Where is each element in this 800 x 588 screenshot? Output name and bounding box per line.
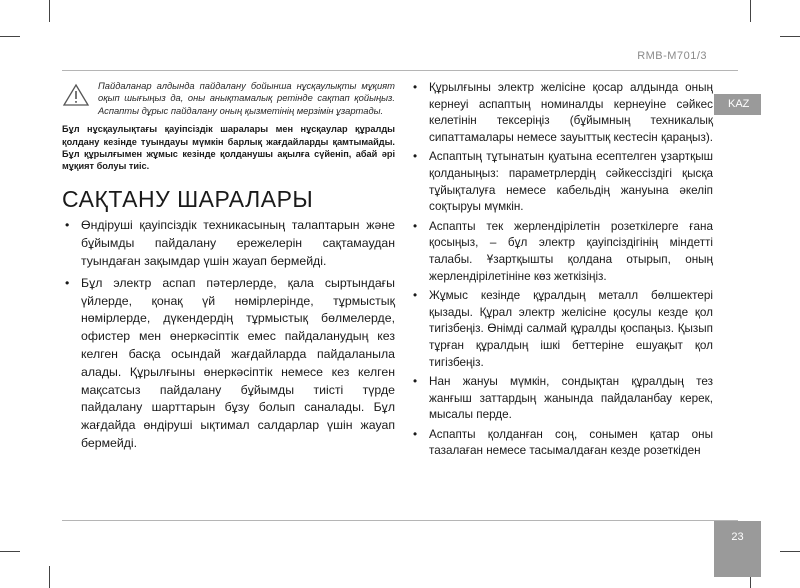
list-item: • Құрылғыны электр желісіне қосар алдында оның кернеуі аспаптың номиналды кернеуіне сәйкес келетінін тексеріңіз (бұйымның техникалық сипаттамалары немесе зауыттық кестесін қараңыз). xyxy=(410,80,713,146)
list-item: • Жұмыс кезінде құралдың металл бөлшектері қызады. Құрал электр желісіне қосулы кезде қол тигізбеңіз. Өнімді салмай құралды қоспаңыз. Қызып тұрған құралдың ішкі беттеріне ешуақыт қол тигізбеңіз. xyxy=(410,288,713,371)
left-column xyxy=(62,80,395,457)
warning-triangle-icon xyxy=(62,80,92,117)
right-column xyxy=(410,80,713,463)
model-number: RMB-M701/3 xyxy=(637,50,707,62)
crop-mark xyxy=(49,0,50,22)
list-item: • Өндіруші қауіпсіздік техникасының талаптарын және бұйымды пайдалану ережелерін сақтамаудан туындаған зақымдар үшін жауап бермейді. xyxy=(62,217,395,270)
warning-text: Пайдаланар алдында пайдалану бойынша нұсқаулықты мұқият оқып шығыңыз да, оны анықтамалық ретінде сақтап қойыңыз. Аспапты дұрыс пайдалану оның қызметінің мерзімін ұзартады. xyxy=(98,80,395,116)
header-divider xyxy=(62,70,738,71)
list-item: • Аспапты қолданған соң, сонымен қатар оны тазалаған немесе тасымалдаған кезде розеткіден xyxy=(410,427,713,460)
list-item: • Бұл электр аспап пәтерлерде, қала сыртындағы үйлерде, қонақ үй нөмірлерінде, тұрмыстық нөмірлерде, дүкендердің тұрмыстық бөлмелерде, офистер мен өнеркәсіптік емес пайдаланудың кез келген басқа осындай жағдайларда пайдаланыла алады. Құрылғыны өнеркәсіптік немесе кез келген мақсатсыз пайдалану бұйымды тиісті түрде пайдалану шарттарын бұзу болып саналады. Бұл жағдайда өндіруші ықтимал салдарлар үшін жауап бермейді. xyxy=(62,275,395,453)
section-heading: САҚТАНУ ШАРАЛАРЫ xyxy=(62,186,314,213)
crop-mark xyxy=(0,551,20,552)
footer-divider xyxy=(62,520,738,521)
crop-mark xyxy=(780,36,800,37)
left-bullet-list xyxy=(62,217,395,452)
warning-note xyxy=(62,80,395,117)
page-number: 23 xyxy=(714,521,761,577)
list-item: • Аспапты тек жерлендірілетін розеткілерге ғана қосыңыз, – бұл электр қауіпсіздігінің міндетті талабы. Ұзартқышты қолдана отырып, оның жерлендірілетініне көз жеткізіңіз. xyxy=(410,219,713,285)
crop-mark xyxy=(780,551,800,552)
crop-mark xyxy=(750,0,751,22)
right-bullet-list xyxy=(410,80,713,460)
crop-mark xyxy=(0,36,20,37)
safety-intro: Бұл нұсқаулықтағы қауіпсіздік шаралары мен нұсқаулар құралды қолдану кезінде туындауы мүмкін барлық жағдайларды қамтымайды. Бұл құрылғымен жұмыс кезінде қолданушы ақылға сүйеніп, абай әрі мұқият болуы тиіс. xyxy=(62,124,395,172)
language-tab: KAZ xyxy=(714,94,761,115)
crop-mark xyxy=(49,566,50,588)
list-item: • Нан жануы мүмкін, сондықтан құралдың тез жанғыш заттардың жанында пайдаланбау керек, мысалы перде. xyxy=(410,374,713,424)
list-item: • Аспаптың тұтынатын қуатына есептелген ұзартқыш қолданыңыз: параметрлердің сәйкессіздігі қысқа тұйықталуға немесе кабельдің жануына әкеліп соқтыруы мүмкін. xyxy=(410,149,713,215)
